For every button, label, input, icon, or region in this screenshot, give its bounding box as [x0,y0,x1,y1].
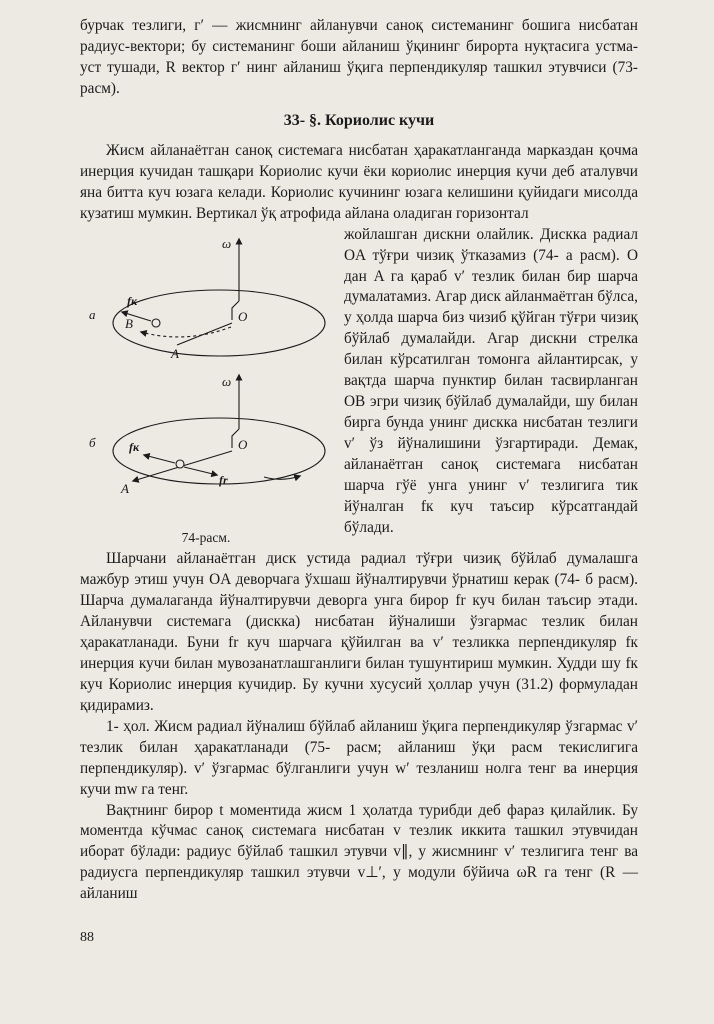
paragraph-4: Вақтнинг бирор t моментида жисм 1 ҳолатда турибди деб фараз қилайлик. Бу моментда кўчмас саноқ системага нисбатан v тезлик иккита ташкил этувчидан иборат бўлади: радиус бўйлаб ташкил этувчи v∥, у жисмнинг v′ тезлигига тенг ва радиусга перпендикуляр ташкил этувчи v⊥′, у модули бўйича ωR га тенг (R — айланиш [80,801,638,903]
omega-label-top: ω [222,235,232,251]
ball-top [152,319,160,327]
omega-label-bottom: ω [222,373,232,389]
paragraph-3: 1- ҳол. Жисм радиал йўналиш бўйлаб айланиш ўқига перпендикуляр ўзгармас v′ тезлик билан ҳаракатланади (75- расм; айланиш ўқи расм текислигига перпендикуляр). v′ ўзгармас бўлганлиги учун w′ тезланиш нолга тенг ва инерция кучи mw га тенг. [80,717,638,798]
line-OA-top [177,323,232,345]
force-fk-arrow-bottom [144,455,175,463]
paragraph-intro: бурчак тезлиги, г′ — жисмнинг айланувчи саноқ системанинг бошига нисбатан радиус-вектори; бу системанинг боши айланиш ўқининг бирорта нуқтасига устма-уст тушади, R вектор г′ нинг айланиш ўқига перпендикуляр ташкил этувчиси (73- расм). [80,17,638,97]
ball-bottom [176,460,184,468]
point-A-bottom: A [121,480,129,496]
force-fk-label-top: fк [127,293,138,308]
force-fr-arrow-bottom [184,467,217,475]
point-O-top: O [238,308,248,324]
disk-a-ellipse [113,290,325,356]
paragraph-2: Шарчани айланаётган диск устида радиал тўғри чизиқ бўйлаб думалашга мажбур этиш учун OA деворчага ўхшаш йўналтирувчи ўрнатиш керак (74- б расм). Шарча думалаганда йўналтирувчи деворга унга бирор fr куч билан таъсир этади. Айланувчи системага (дискка) нисбатан йўналиши ўзгармас тезлик билан ҳаракатланади. Буни fr куч шарчага қўйилган ва v′ тезликка перпендикуляр fк инерция кучи билан мувозанатлашганлиги билан тушунтириш мумкин. Худди шу fк куч Кориолис инерция кучидир. Бу кучни хусусий ҳоллар учун (31.2) формуладан қидирамиз. [80,550,638,714]
figure-74 [80,229,332,547]
point-O-bottom: O [238,436,248,452]
disk-b-group [113,375,325,484]
panel-label-b: б [89,434,96,450]
point-A-top: A [171,345,179,361]
page-number: 88 [80,930,94,945]
paragraph-1a: Жисм айланаётган саноқ системага нисбатан ҳаракатланганда марказдан қочма инерция кучидан ташқари Кориолис кучи ёки кориолис инерция кучи деб аталувчи яна битта куч юзага келади. Кориолис кучининг юзага келишини қуйидаги мисолда кузатиш мумкин. Вертикал ўқ атрофида айлана оладиган горизонтал [80,141,638,222]
figure-74-diagram [81,229,331,521]
paragraph-1b: жойлашган дискни олайлик. Дискка радиал OA тўғри чизиқ ўтказамиз (74- а расм). O дан A га қараб v′ тезлик билан бир шарча думалатамиз. Агар диск айланмаётган бўлса, у ҳолда шарча биз чизиб қўйган тўғри чизиқ бўйлаб думалайди. Агар дискни стрелка билан кўрсатилган томонга айлантирсак, у вақтда шарча пунктир билан тасвирланган OB эгри чизиқ бўйлаб думалайди, шу билан бирга бунда унинг дискка нисбатан тезлиги v′ ўз йўналишини ўзгартиради. Демак, айланаётган саноқ системага нисбатан шарча гўё унга унинг v′ тезлигига тик йўналган fк куч таъсир кўрсатгандай бўлади. [344,225,638,536]
force-fk-label-bottom: fк [129,439,140,454]
point-B-top: B [125,315,133,331]
disk-a-group [113,239,325,356]
paragraph-1b-wrap [80,225,638,545]
panel-label-a: а [89,306,96,322]
section-heading: 33- §. Кориолис кучи [283,111,435,129]
force-fr-label-bottom: fr [219,472,228,487]
figure-caption: 74-расм. [181,529,231,545]
